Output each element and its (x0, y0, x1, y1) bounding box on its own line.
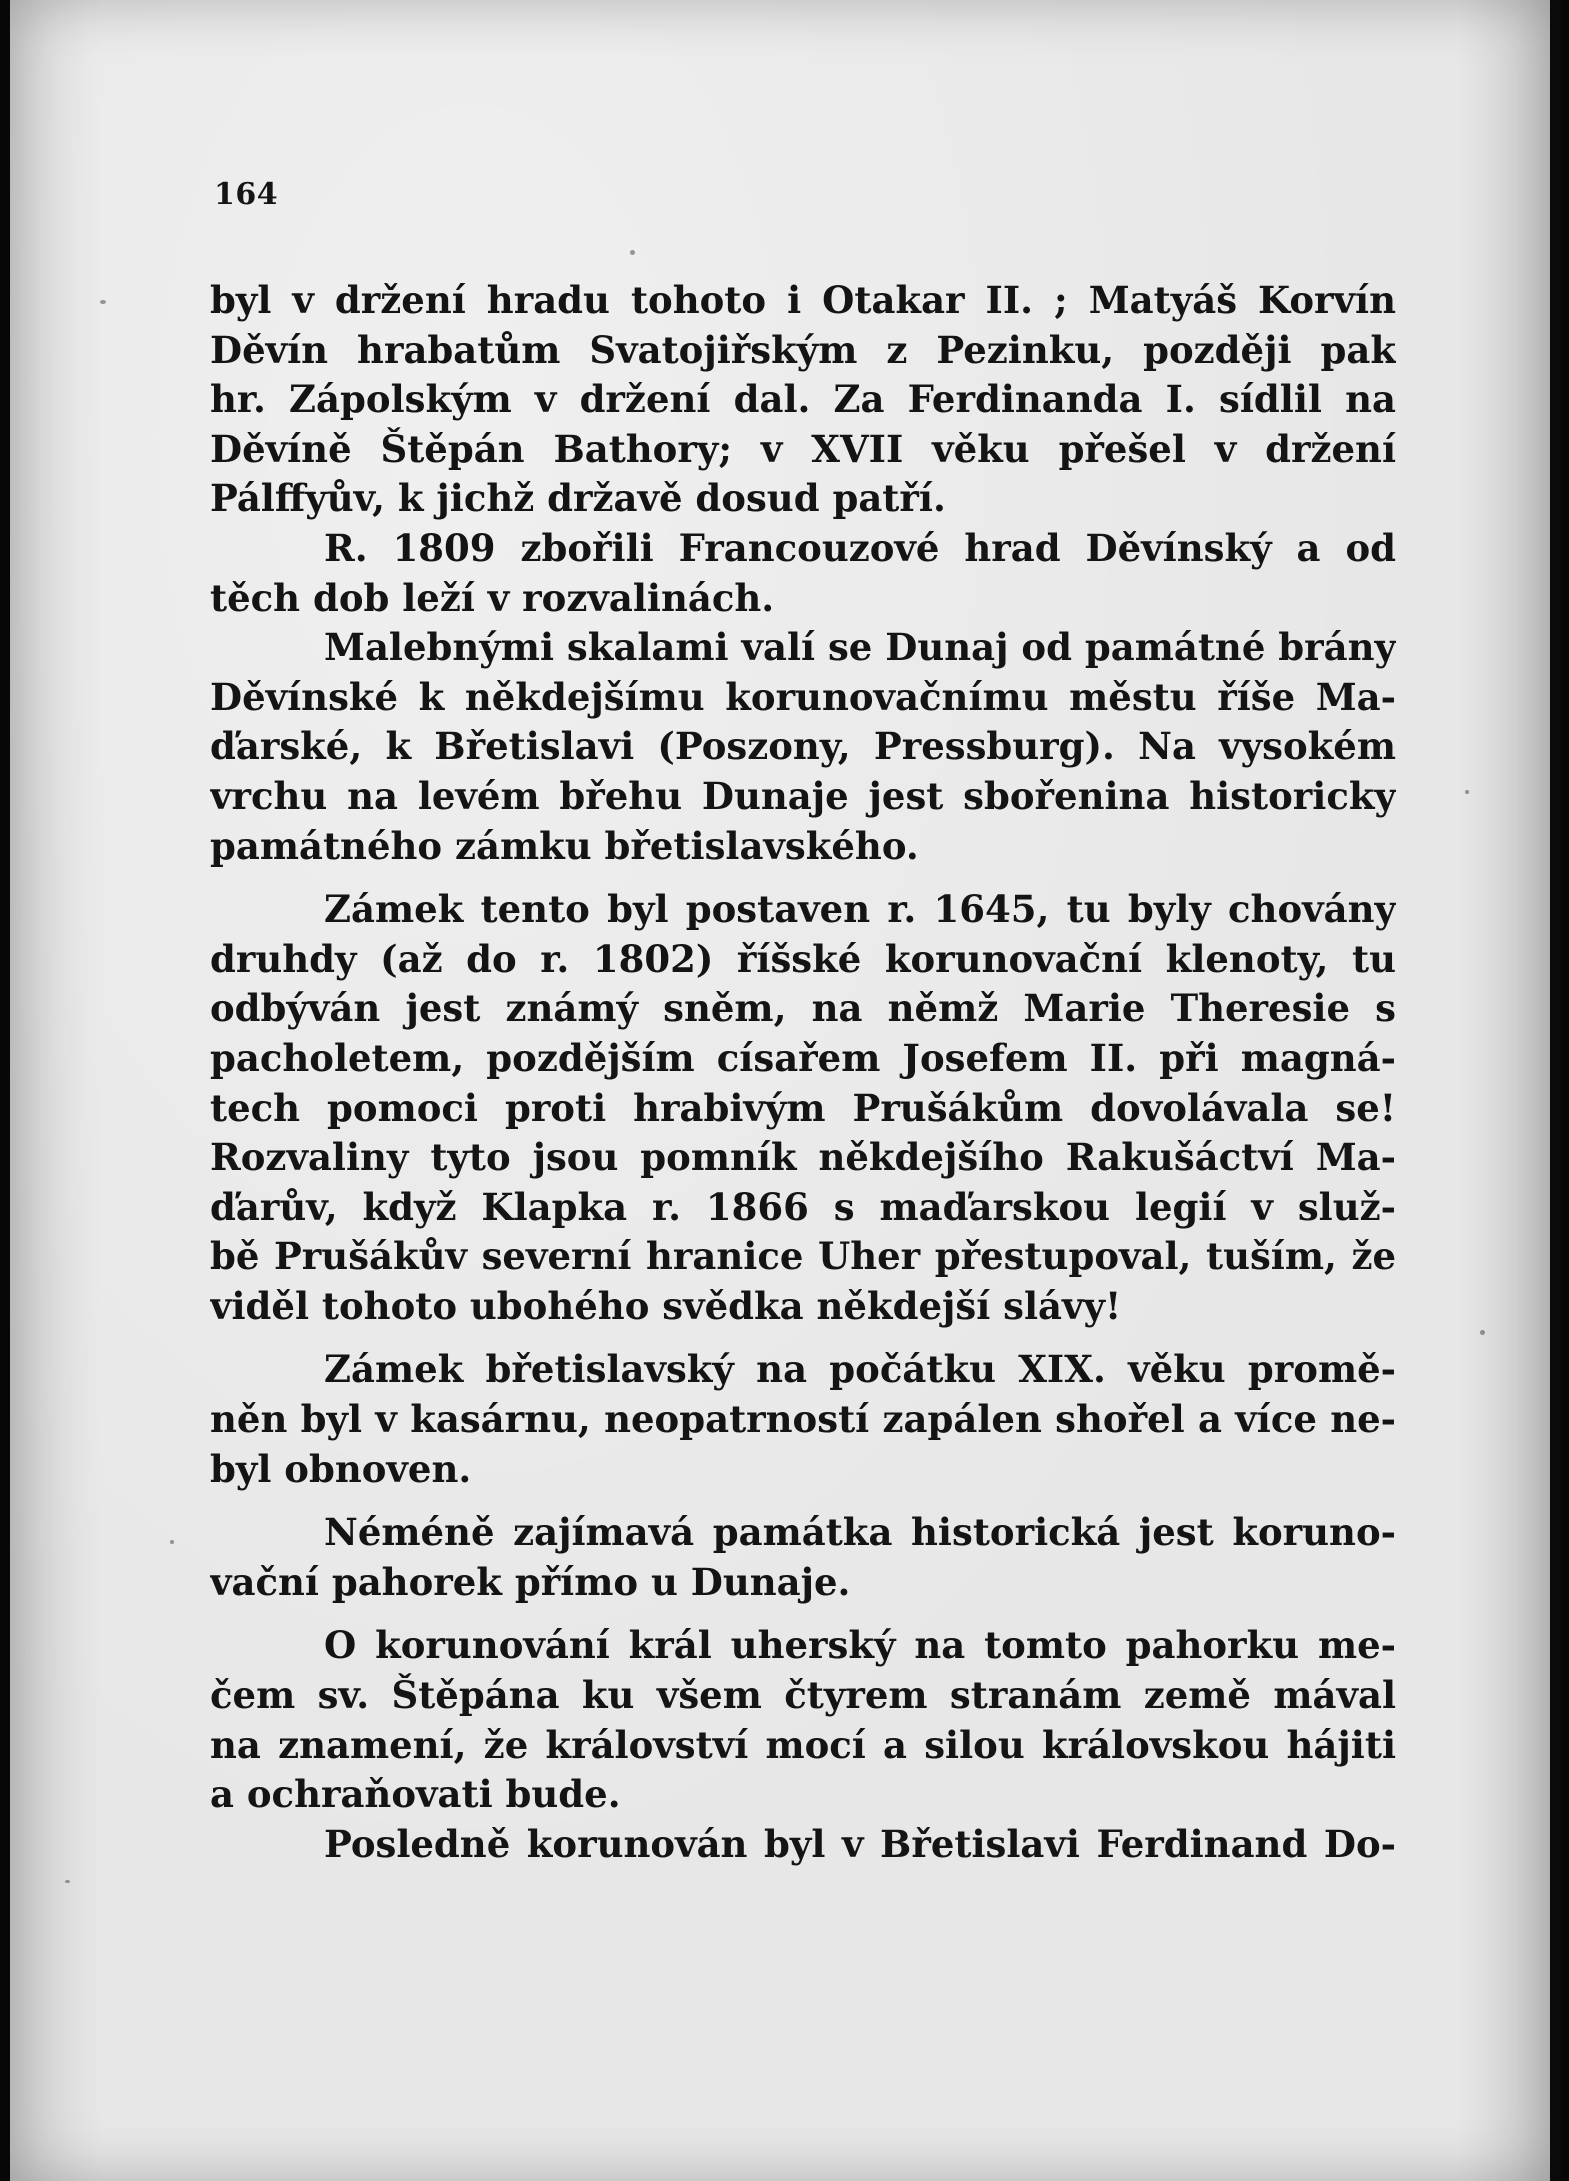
text-line: vrchu na levém břehu Dunaje jest sbořenina historicky (210, 773, 1396, 818)
text-line: Děvín hrabatům Svatojiřským z Pezinku, později pak (210, 327, 1396, 372)
text-line: Zámek břetislavský na počátku XIX. věku promě- (324, 1347, 1396, 1392)
paragraph-gap (210, 1494, 1396, 1508)
text-line: byl v držení hradu tohoto i Otakar II. ; Matyáš Korvín (210, 278, 1396, 322)
text-line: odbýván jest známý sněm, na němž Marie Theresie s (210, 986, 1396, 1031)
text-line: viděl tohoto ubohého svědka někdejší slávy! (210, 1283, 1122, 1328)
text-line: ďarův, když Klapka r. 1866 s maďarskou legií v služ- (210, 1184, 1396, 1229)
text-line: něn byl v kasárnu, neopatrností zapálen shořel a více ne- (210, 1397, 1396, 1442)
text-line: Malebnými skalami valí se Dunaj od památné brány (324, 625, 1396, 670)
paragraph-gap (210, 1607, 1396, 1621)
text-line: Posledně korunován byl v Břetislavi Ferdinand Do- (324, 1821, 1396, 1866)
text-line: Néméně zajímavá památka historická jest koruno- (324, 1510, 1396, 1555)
page-edge-shadow (1550, 0, 1561, 2181)
text-line: čem sv. Štěpána ku všem čtyrem stranám země mával (210, 1673, 1396, 1718)
text-line: památného zámku břetislavského. (210, 823, 919, 868)
paper-speck (1465, 790, 1469, 794)
paper-speck (630, 250, 635, 255)
paper-speck (65, 1880, 70, 1883)
paper-speck (100, 300, 106, 304)
text-line: těch dob leží v rozvalinách. (210, 575, 775, 620)
text-line: O korunování král uherský na tomto pahorku me- (324, 1623, 1396, 1668)
text-line: druhdy (až do r. 1802) říšské korunovační klenoty, tu (210, 936, 1396, 981)
text-line: Děvíně Štěpán Bathory; v XVII věku přešel v držení (210, 426, 1396, 471)
text-line: byl obnoven. (210, 1446, 472, 1491)
text-line: na znamení, že království mocí a silou královskou hájiti (210, 1722, 1396, 1767)
page-number: 164 (214, 177, 279, 212)
paper-speck (1480, 1330, 1485, 1335)
paragraph-gap (210, 871, 1396, 885)
text-line: Děvínské k někdejšímu korunovačnímu městu říše Ma- (210, 674, 1396, 719)
paragraph-gap (210, 1331, 1396, 1345)
text-line: pacholetem, pozdějším císařem Josefem II. při magná- (210, 1035, 1396, 1080)
text-line: vační pahorek přímo u Dunaje. (210, 1559, 851, 1604)
body-text (210, 276, 1396, 1869)
text-line: Rozvaliny tyto jsou pomník někdejšího Rakušáctví Ma- (210, 1135, 1396, 1180)
paper-speck (170, 1540, 174, 1544)
text-line: ďarské, k Břetislavi (Poszony, Pressburg). Na vysokém (210, 724, 1396, 769)
text-line: hr. Zápolským v držení dal. Za Ferdinanda I. sídlil na (210, 377, 1396, 422)
text-line: tech pomoci proti hrabivým Prušákům dovolávala se! (210, 1085, 1396, 1130)
text-line: bě Prušákův severní hranice Uher přestupoval, tuším, že (210, 1234, 1396, 1279)
text-line: a ochraňovati bude. (210, 1772, 621, 1817)
text-line: Pálffyův, k jichž državě dosud patří. (210, 476, 946, 521)
text-line: R. 1809 zbořili Francouzové hrad Děvínský a od (324, 525, 1396, 570)
text-line: Zámek tento byl postaven r. 1645, tu byly chovány (324, 887, 1396, 932)
